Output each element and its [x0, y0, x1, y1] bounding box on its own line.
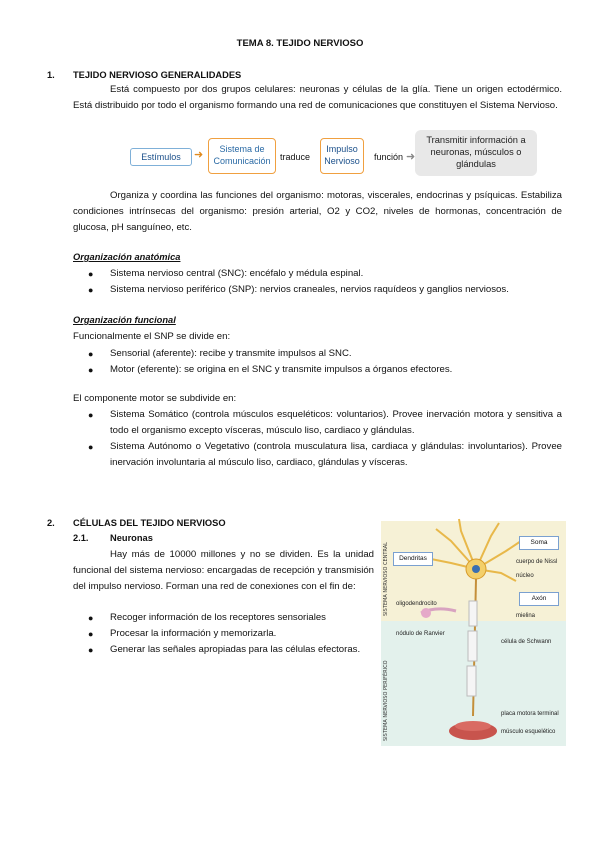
- list-item-text: Generar las señales apropiadas para las células efectoras.: [110, 644, 361, 655]
- section-2-para: Hay más de 10000 millones y no se dividen. Es la unidad funcional del sistema nervioso: encargadas de recepción y transmisión del impulso nervioso. Forman una red de conexiones con el fin de:: [73, 549, 374, 592]
- traduce-label: traduce: [280, 152, 311, 162]
- soma-label: Soma: [519, 536, 559, 550]
- dendritas-label: Dendritas: [393, 552, 433, 566]
- section-1-heading: TEJIDO NERVIOSO GENERALIDADES: [73, 70, 242, 80]
- bullet-icon: ●: [88, 410, 94, 420]
- arrow-icon: ➜: [406, 151, 416, 163]
- impulso-box: [320, 138, 364, 174]
- nodulo-label: nódulo de Ranvier: [396, 631, 445, 637]
- bullet-icon: ●: [88, 269, 94, 279]
- bullet-icon: ●: [88, 365, 94, 375]
- section-1-number: 1.: [47, 70, 55, 80]
- snp-label: SISTEMA NERVIOSO PERIFÉRICO: [383, 660, 389, 741]
- impulso-text: Impulso Nervioso: [324, 144, 360, 166]
- list-item-text: Sistema nervioso periférico (SNP): nervios craneales, nervios raquídeos y ganglios nerviosos.: [110, 284, 509, 295]
- communication-diagram: [130, 130, 540, 180]
- placa-label: placa motora terminal: [501, 711, 559, 717]
- list-item-text: Sensorial (aferente): recibe y transmite impulsos al SNC.: [110, 348, 352, 359]
- bullet-icon: ●: [88, 645, 94, 655]
- transmitir-text: Transmitir información a neuronas, músculos o glándulas: [426, 135, 526, 169]
- nissl-label: cuerpo de Nissl: [516, 559, 558, 565]
- bullet-icon: ●: [88, 285, 94, 295]
- section-2-number: 2.: [47, 518, 55, 528]
- section-1-para2: Organiza y coordina las funciones del organismo: motoras, viscerales, endocrinas y psíquicas. Estabiliza condiciones intrínsecas del organismo: presión arterial, O2 y CO2, niveles de hormonas, concentración de glucosa, pH sanguíneo, etc.: [73, 190, 562, 233]
- list-item-text: Procesar la información y memorizarla.: [110, 628, 277, 639]
- mielina-label: mielina: [516, 613, 536, 619]
- list-item-text: Motor (eferente): se origina en el SNC y transmite impulsos a órganos efectores.: [110, 364, 453, 375]
- list-item: [88, 266, 562, 282]
- list-item: [88, 610, 378, 626]
- motor-intro: El componente motor se subdivide en:: [73, 393, 237, 404]
- snc-label: SISTEMA NERVIOSO CENTRAL: [383, 542, 389, 616]
- bullet-icon: ●: [88, 442, 94, 452]
- section-2-heading: CÉLULAS DEL TEJIDO NERVIOSO: [73, 518, 226, 528]
- list-item: [88, 642, 378, 658]
- funcional-intro: Funcionalmente el SNP se divide en:: [73, 331, 231, 342]
- list-item-text: Sistema nervioso central (SNC): encéfalo y médula espinal.: [110, 268, 364, 279]
- motor-list: [88, 407, 562, 471]
- page-title: TEMA 8. TEJIDO NERVIOSO: [236, 38, 364, 49]
- neuron-figure: [381, 501, 566, 746]
- list-item-text: Recoger información de los receptores sensoriales: [110, 612, 326, 623]
- anatomica-list: [88, 266, 562, 298]
- arrow-icon: ➜: [194, 149, 204, 161]
- musculo-label: músculo esquelético: [501, 729, 556, 735]
- list-item: [88, 626, 378, 642]
- transmitir-box: [415, 130, 537, 176]
- estimulos-box: Estímulos: [130, 148, 192, 166]
- schwann-label: célula de Schwann: [501, 639, 552, 645]
- list-item: [88, 346, 562, 362]
- bullet-icon: ●: [88, 349, 94, 359]
- funcion-label: función: [374, 152, 404, 162]
- funcional-list: [88, 346, 562, 378]
- section-1-intro: Está compuesto por dos grupos celulares: neuronas y células de la glía. Tiene un origen ectodérmico. Está distribuido por todo el organismo formando una red de comunicaciones que constituyen el Sistema Nervioso.: [73, 84, 562, 111]
- nucleo-label: núcleo: [516, 573, 534, 579]
- bullet-icon: ●: [88, 613, 94, 623]
- funcional-heading: Organización funcional: [73, 315, 176, 325]
- oligodendrocito-label: oligodendrocito: [396, 601, 437, 607]
- subsection-heading: Neuronas: [110, 533, 153, 543]
- sistema-text: Sistema de Comunicación: [213, 144, 271, 166]
- anatomica-heading: Organización anatómica: [73, 252, 181, 262]
- subsection-number: 2.1.: [73, 533, 89, 543]
- list-item-text: Sistema Somático (controla músculos esqueléticos: voluntarios). Provee inervación motora y sensitiva a todo el organismo excepto vísceras, músculo liso, cardiaco y glándulas.: [110, 409, 562, 436]
- list-item: [88, 282, 562, 298]
- axon-label: Axón: [519, 592, 559, 606]
- list-item-text: Sistema Autónomo o Vegetativo (controla musculatura lisa, cardiaca y glándulas: involuntarios). Provee inervación involuntaria al músculo liso, cardiaco, glándulas y vísceras.: [110, 441, 562, 468]
- neuronas-list: [88, 610, 378, 658]
- sistema-box: [208, 138, 276, 174]
- bullet-icon: ●: [88, 629, 94, 639]
- list-item: [88, 362, 562, 378]
- list-item: [88, 407, 562, 439]
- list-item: [88, 439, 562, 471]
